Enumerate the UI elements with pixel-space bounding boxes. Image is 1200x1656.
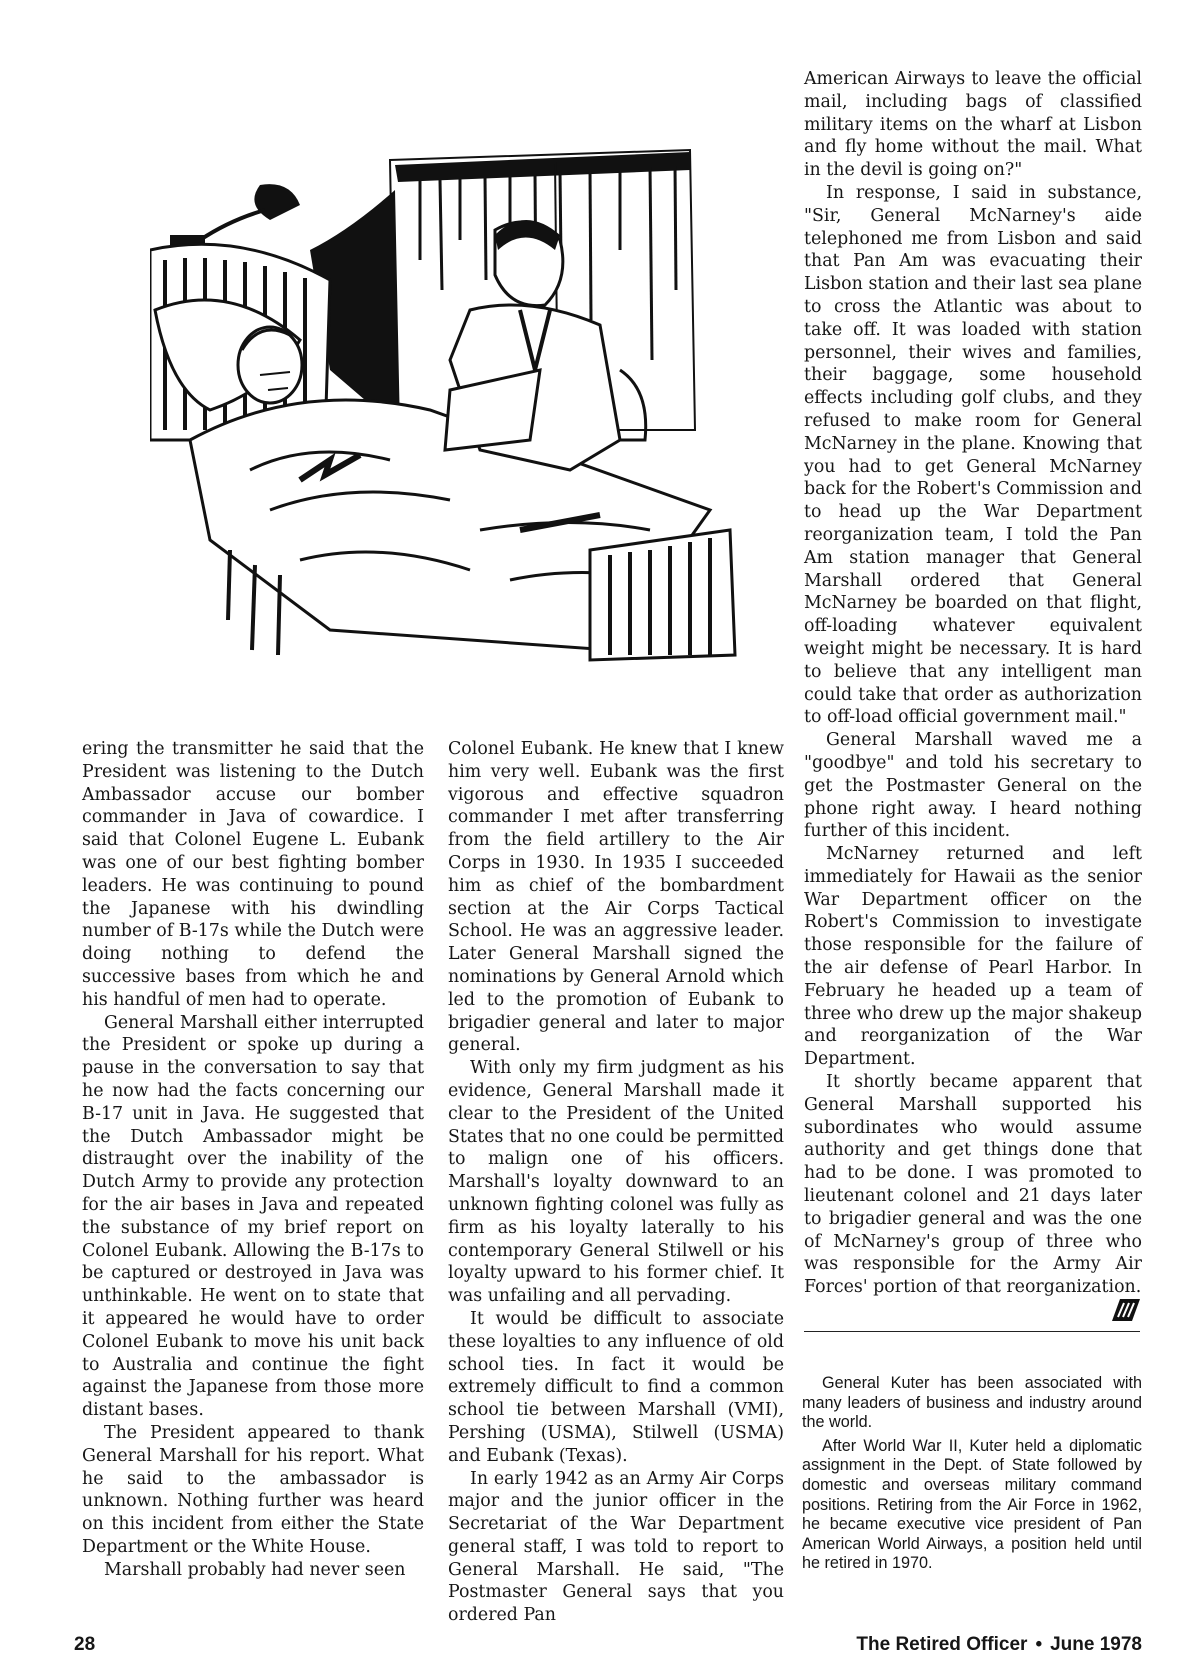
author-bio: [802, 1374, 1142, 1578]
article-column-3: [804, 68, 1142, 1323]
paragraph: ering the transmitter he said that the President was listening to the Dutch Ambassador accuse our bomber commander in Java of cowardice. I said that Colonel Eugene L. Eubank was one of our best fighting bomber leaders. He was continuing to pound the Japanese with his dwindling number of B-17s while the Dutch were doing nothing to defend the successive bases from which he and his handful of men had to operate.: [82, 739, 424, 1010]
paragraph: In response, I said in substance, "Sir, General McNarney's aide telephoned me from Lisbon and said that Pan Am was evacuating their Lisbon station and their last sea plane to cross the Atlantic was about to take off. It was loaded with station personnel, their wives and families, their baggage, some household effects including golf clubs, and they refused to make room for General McNarney in the plane. Knowing that you had to get General McNarney back for the Robert's Commission and to head up the War Department reorganization team, I told the Pan Am station manager that General Marshall ordered that General McNarney be boarded on that flight, off-loading whatever equivalent weight might be necessary. It is hard to believe that any intelligent man could take that order as authorization to off-load official government mail.": [804, 182, 1142, 728]
paragraph-text: It shortly became apparent that General Marshall supported his subordinates who would assume authority and get things done that had to be done. I was promoted to lieutenant colonel and 21 days later to brigadier general and was the one of McNarney's group of three who was responsible for the Army Air Forces' portion of that reorganization.: [804, 1072, 1142, 1298]
paragraph: It would be difficult to associate these loyalties to any influence of old school ties. In fact it would be extremely difficult to find a common school tie between Marshall (VMI), Pershing (USMA), Stilwell (USMA) and Eubank (Texas).: [448, 1308, 784, 1466]
paragraph: With only my firm judgment as his evidence, General Marshall made it clear to the President of the United States that no one could be permitted to malign one of his officers. Marshall's loyalty downward to an unknown fighting colonel was fully as firm as his loyalty laterally to his contemporary General Stilwell or his loyalty upward to his former chief. It was unfailing and all pervading.: [448, 1058, 784, 1307]
paragraph: Marshall probably had never seen: [104, 1559, 406, 1580]
running-footer: [856, 1634, 1142, 1656]
bullet-separator: •: [1035, 1634, 1043, 1655]
bio-divider: [804, 1331, 1140, 1332]
bio-paragraph: General Kuter has been associated with many leaders of business and industry around the world.: [802, 1374, 1142, 1432]
paragraph: General Marshall either interrupted the President or spoke up during a pause in the conversation to say that he now had the facts concerning our B-17 unit in Java. He suggested that the Dutch Ambassador might be distraught over the inability of the Dutch Army to provide any protection for the air bases in Java and repeated the substance of my brief report on Colonel Eubank. Allowing the B-17s to be captured or destroyed in Java was unthinkable. He went on to state that it appeared he would have to order Colonel Eubank to move his unit back to Australia and continue the fight against the Japanese from those more distant bases.: [82, 1012, 424, 1421]
paragraph-final: [804, 1071, 1142, 1299]
hospital-bedside-illustration: [150, 110, 780, 670]
issue-date: June 1978: [1050, 1634, 1142, 1655]
article-column-2: [448, 738, 784, 1627]
paragraph: The President appeared to thank General Marshall for his report. What he said to the ambassador is unknown. Nothing further was heard on this incident from either the State Department or the White House.: [82, 1422, 424, 1557]
paragraph: American Airways to leave the official mail, including bags of classified military items on the wharf at Lisbon and fly home without the mail. What in the devil is going on?": [804, 69, 1142, 181]
paragraph: In early 1942 as an Army Air Corps major and the junior officer in the Secretariat of the War Department general staff, I was told to report to General Marshall. He said, "The Postmaster General says that you ordered Pan: [448, 1468, 784, 1626]
end-of-article-icon: [1110, 1297, 1142, 1323]
paragraph: McNarney returned and left immediately for Hawaii as the senior War Department officer on the Robert's Commission to investigate those responsible for the failure of the air defense of Pearl Harbor. In February he headed up a team of three who drew up the major shakeup and reorganization of the War Department.: [804, 844, 1142, 1070]
paragraph: Colonel Eubank. He knew that I knew him very well. Eubank was the first vigorous and effective squadron commander I met after transferring from the field artillery to the Air Corps in 1930. In 1935 I succeeded him as chief of the bombardment section at the Air Corps Tactical School. He was an aggressive leader. Later General Marshall signed the nominations by General Arnold which led to the promotion of Eubank to brigadier general and later to major general.: [448, 739, 784, 1056]
bio-paragraph: After World War II, Kuter held a diplomatic assignment in the Dept. of State followed by domestic and overseas military command positions. Retiring from the Air Force in 1962, he became executive vice president of Pan American World Airways, a position held until he retired in 1970.: [802, 1436, 1142, 1573]
page-number: 28: [74, 1634, 96, 1655]
article-column-1: [82, 738, 424, 1581]
publication-name: The Retired Officer: [856, 1634, 1028, 1655]
paragraph: General Marshall waved me a "goodbye" and told his secretary to get the Postmaster General on the phone right away. I heard nothing further of this incident.: [804, 730, 1142, 842]
